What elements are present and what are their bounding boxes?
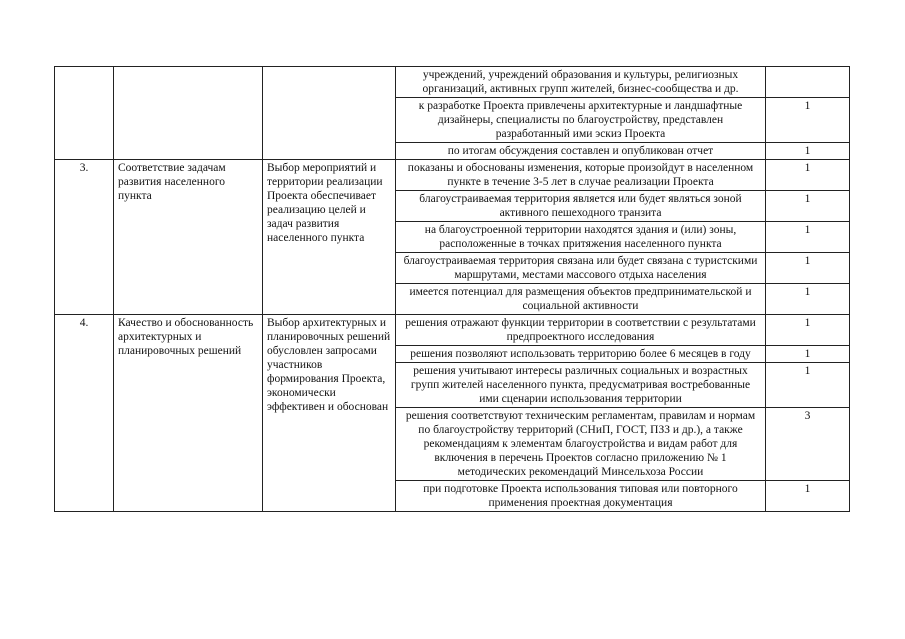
criterion-score-cell	[766, 67, 850, 98]
criterion-score-cell: 1	[766, 253, 850, 284]
section-number-cell	[55, 67, 114, 160]
section-number-cell: 4.	[55, 315, 114, 512]
section-number-cell: 3.	[55, 160, 114, 315]
section-name-cell: Качество и обоснованность архитектурных и планировочных решений	[114, 315, 263, 512]
criterion-text-cell: благоустраиваемая территория связана или будет связана с туристскими маршрутами, местами массового отдыха населения	[396, 253, 766, 284]
table-row	[55, 160, 850, 191]
table-row	[55, 67, 850, 98]
section-description-cell	[263, 67, 396, 160]
section-name-cell	[114, 67, 263, 160]
section-description-cell: Выбор мероприятий и территории реализации Проекта обеспечивает реализацию целей и задач развития населенного пункта	[263, 160, 396, 315]
section-description-cell: Выбор архитектурных и планировочных решений обусловлен запросами участников формирования Проекта, экономически эффективен и обоснован	[263, 315, 396, 512]
criterion-text-cell: имеется потенциал для размещения объектов предпринимательской и социальной активности	[396, 284, 766, 315]
criterion-score-cell: 1	[766, 160, 850, 191]
table-body	[55, 67, 850, 512]
criterion-score-cell: 1	[766, 98, 850, 143]
criterion-text-cell: решения учитывают интересы различных социальных и возрастных групп жителей населенного пункта, предусматривая востребованные ими сценарии использования территории	[396, 363, 766, 408]
criterion-score-cell: 1	[766, 346, 850, 363]
criterion-text-cell: решения позволяют использовать территорию более 6 месяцев в году	[396, 346, 766, 363]
criteria-table	[54, 66, 850, 512]
criterion-text-cell: по итогам обсуждения составлен и опубликован отчет	[396, 143, 766, 160]
criterion-score-cell: 1	[766, 191, 850, 222]
criterion-text-cell: к разработке Проекта привлечены архитектурные и ландшафтные дизайнеры, специалисты по благоустройству, представлен разработанный ими эскиз Проекта	[396, 98, 766, 143]
criterion-score-cell: 3	[766, 408, 850, 481]
criterion-text-cell: решения отражают функции территории в соответствии с результатами предпроектного исследования	[396, 315, 766, 346]
criterion-text-cell: при подготовке Проекта использования типовая или повторного применения проектная документация	[396, 481, 766, 512]
section-name-cell: Соответствие задачам развития населенного пункта	[114, 160, 263, 315]
criterion-score-cell: 1	[766, 315, 850, 346]
table-row	[55, 315, 850, 346]
criterion-score-cell: 1	[766, 481, 850, 512]
criterion-score-cell: 1	[766, 363, 850, 408]
criterion-score-cell: 1	[766, 143, 850, 160]
criterion-text-cell: учреждений, учреждений образования и культуры, религиозных организаций, активных групп жителей, бизнес-сообщества и др.	[396, 67, 766, 98]
criterion-text-cell: благоустраиваемая территория является или будет являться зоной активного пешеходного транзита	[396, 191, 766, 222]
criterion-text-cell: показаны и обоснованы изменения, которые произойдут в населенном пункте в течение 3-5 лет в случае реализации Проекта	[396, 160, 766, 191]
criterion-text-cell: на благоустроенной территории находятся здания и (или) зоны, расположенные в точках притяжения населенного пункта	[396, 222, 766, 253]
criterion-text-cell: решения соответствуют техническим регламентам, правилам и нормам по благоустройству территорий (СНиП, ГОСТ, ПЗЗ и др.), а также рекомендациям к элементам благоустройства и видам работ для включения в перечень Проектов согласно приложению № 1 методических рекомендаций Минсельхоза России	[396, 408, 766, 481]
criterion-score-cell: 1	[766, 222, 850, 253]
criterion-score-cell: 1	[766, 284, 850, 315]
